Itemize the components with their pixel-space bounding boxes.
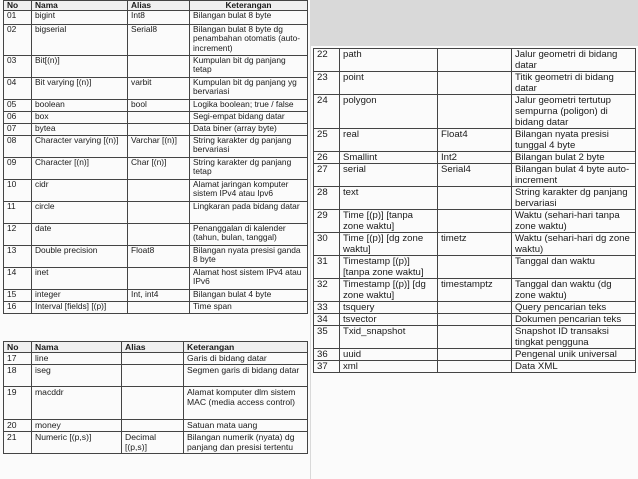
cell-no: 10	[4, 180, 32, 202]
table-row	[4, 202, 308, 224]
cell-no: 29	[314, 210, 340, 233]
header-nama: Nama	[32, 342, 122, 353]
table-row	[314, 187, 636, 210]
cell-nama: Timestamp [(p)] [tanpa zone waktu]	[340, 256, 438, 279]
header-no: No	[4, 342, 32, 353]
table-row	[314, 72, 636, 95]
cell-keterangan: Bilangan nyata presisi ganda 8 byte	[190, 246, 308, 268]
cell-no: 02	[4, 25, 32, 56]
cell-no: 28	[314, 187, 340, 210]
cell-alias: Varchar [(n)]	[128, 136, 190, 158]
table-row	[314, 95, 636, 129]
cell-alias	[128, 56, 190, 78]
cell-nama: Bit varying [(n)]	[32, 78, 128, 100]
cell-nama: Character varying [(n)]	[32, 136, 128, 158]
table-row	[314, 164, 636, 187]
cell-keterangan: Time span	[190, 302, 308, 314]
table-row	[4, 158, 308, 180]
cell-keterangan: Pengenal unik universal	[512, 349, 636, 361]
table-row	[4, 78, 308, 100]
cell-no: 20	[4, 420, 32, 432]
cell-no: 22	[314, 49, 340, 72]
cell-nama: real	[340, 129, 438, 152]
cell-keterangan: String karakter dg panjang bervariasi	[512, 187, 636, 210]
table-row	[4, 100, 308, 112]
cell-keterangan: Kumpulan bit dg panjang yg bervariasi	[190, 78, 308, 100]
cell-alias	[438, 72, 512, 95]
datatype-table-top	[3, 0, 308, 314]
cell-nama: circle	[32, 202, 128, 224]
cell-no: 24	[314, 95, 340, 129]
table-row	[4, 302, 308, 314]
table-row	[314, 326, 636, 349]
cell-keterangan: Alamat komputer dlm sistem MAC (media access control)	[184, 387, 308, 420]
cell-no: 07	[4, 124, 32, 136]
cell-nama: uuid	[340, 349, 438, 361]
cell-nama: integer	[32, 290, 128, 302]
cell-alias	[122, 420, 184, 432]
table-row	[4, 290, 308, 302]
cell-no: 35	[314, 326, 340, 349]
cell-alias: Float4	[438, 129, 512, 152]
table-row	[4, 387, 308, 420]
cell-nama: polygon	[340, 95, 438, 129]
cell-keterangan: Segmen garis di bidang datar	[184, 365, 308, 387]
cell-no: 37	[314, 361, 340, 373]
cell-keterangan: Alamat host sistem IPv4 atau IPv6	[190, 268, 308, 290]
cell-no: 06	[4, 112, 32, 124]
header-alias: Alias	[122, 342, 184, 353]
cell-keterangan: Data biner (array byte)	[190, 124, 308, 136]
cell-alias	[438, 361, 512, 373]
cell-nama: Time [(p)] [tanpa zone waktu]	[340, 210, 438, 233]
cell-no: 30	[314, 233, 340, 256]
cell-nama: bytea	[32, 124, 128, 136]
cell-alias	[438, 314, 512, 326]
cell-nama: money	[32, 420, 122, 432]
cell-alias	[128, 202, 190, 224]
cell-alias	[122, 387, 184, 420]
cell-alias	[128, 180, 190, 202]
table-row	[4, 268, 308, 290]
cell-no: 11	[4, 202, 32, 224]
cell-keterangan: Waktu (sehari-hari dg zone waktu)	[512, 233, 636, 256]
table-row	[314, 49, 636, 72]
cell-nama: serial	[340, 164, 438, 187]
table-row	[4, 56, 308, 78]
datatype-table-bottom	[3, 341, 308, 454]
cell-nama: Bit[(n)]	[32, 56, 128, 78]
cell-no: 08	[4, 136, 32, 158]
cell-keterangan: Garis di bidang datar	[184, 353, 308, 365]
table-row	[4, 11, 308, 25]
cell-no: 14	[4, 268, 32, 290]
cell-no: 25	[314, 129, 340, 152]
cell-alias	[122, 365, 184, 387]
cell-alias	[438, 95, 512, 129]
table-row	[4, 246, 308, 268]
table-row	[314, 361, 636, 373]
cell-alias	[438, 256, 512, 279]
table-header-row	[4, 342, 308, 353]
header-nama: Nama	[32, 1, 128, 11]
cell-alias	[438, 210, 512, 233]
cell-nama: Numeric [(p,s)]	[32, 432, 122, 454]
table-row	[314, 314, 636, 326]
cell-alias	[128, 268, 190, 290]
table-row	[4, 112, 308, 124]
cell-keterangan: Logika boolean; true / false	[190, 100, 308, 112]
cell-no: 12	[4, 224, 32, 246]
header-no: No	[4, 1, 32, 11]
cell-alias: Int8	[128, 11, 190, 25]
cell-nama: bigserial	[32, 25, 128, 56]
cell-no: 09	[4, 158, 32, 180]
table-row	[314, 279, 636, 302]
cell-alias: Decimal [(p,s)]	[122, 432, 184, 454]
cell-keterangan: Query pencarian teks	[512, 302, 636, 314]
cell-alias: timestamptz	[438, 279, 512, 302]
cell-keterangan: Bilangan numerik (nyata) dg panjang dan presisi tertentu	[184, 432, 308, 454]
cell-no: 13	[4, 246, 32, 268]
cell-no: 01	[4, 11, 32, 25]
table-row	[4, 432, 308, 454]
cell-keterangan: Data XML	[512, 361, 636, 373]
cell-nama: tsquery	[340, 302, 438, 314]
table-row	[314, 302, 636, 314]
table-row	[4, 136, 308, 158]
cell-nama: text	[340, 187, 438, 210]
cell-no: 27	[314, 164, 340, 187]
cell-nama: Time [(p)] [dg zone waktu]	[340, 233, 438, 256]
cell-keterangan: Lingkaran pada bidang datar	[190, 202, 308, 224]
cell-keterangan: Titik geometri di bidang datar	[512, 72, 636, 95]
cell-nama: path	[340, 49, 438, 72]
cell-alias	[128, 124, 190, 136]
cell-keterangan: Snapshot ID transaksi tingkat pengguna	[512, 326, 636, 349]
cell-alias: Serial8	[128, 25, 190, 56]
cell-nama: Txid_snapshot	[340, 326, 438, 349]
cell-nama: tsvector	[340, 314, 438, 326]
cell-keterangan: Bilangan bulat 8 byte dg penambahan otomatis (auto-increment)	[190, 25, 308, 56]
table-row	[314, 152, 636, 164]
cell-alias: timetz	[438, 233, 512, 256]
cell-no: 34	[314, 314, 340, 326]
cell-nama: Double precision	[32, 246, 128, 268]
cell-keterangan: String karakter dg panjang bervariasi	[190, 136, 308, 158]
cell-alias	[122, 353, 184, 365]
table-row	[314, 256, 636, 279]
cell-no: 32	[314, 279, 340, 302]
table-row	[4, 420, 308, 432]
cell-alias: Char [(n)]	[128, 158, 190, 180]
table-row	[314, 349, 636, 361]
cell-no: 05	[4, 100, 32, 112]
table-row	[4, 365, 308, 387]
table-row	[4, 25, 308, 56]
cell-nama: iseg	[32, 365, 122, 387]
cell-keterangan: String karakter dg panjang tetap	[190, 158, 308, 180]
cell-nama: Interval [fields] [(p)]	[32, 302, 128, 314]
cell-no: 26	[314, 152, 340, 164]
cell-nama: Timestamp [(p)] [dg zone waktu]	[340, 279, 438, 302]
cell-no: 16	[4, 302, 32, 314]
cell-keterangan: Jalur geometri di bidang datar	[512, 49, 636, 72]
cell-keterangan: Tanggal dan waktu	[512, 256, 636, 279]
cell-nama: inet	[32, 268, 128, 290]
cell-keterangan: Alamat jaringan komputer sistem IPv4 atau Ipv6	[190, 180, 308, 202]
cell-alias	[438, 49, 512, 72]
cell-alias	[438, 326, 512, 349]
table-row	[4, 124, 308, 136]
cell-alias: Float8	[128, 246, 190, 268]
cell-nama: line	[32, 353, 122, 365]
cell-alias	[128, 224, 190, 246]
cell-nama: Smallint	[340, 152, 438, 164]
cell-no: 04	[4, 78, 32, 100]
cell-keterangan: Jalur geometri tertutup sempurna (poligon) di bidang datar	[512, 95, 636, 129]
cell-no: 17	[4, 353, 32, 365]
table-row	[4, 353, 308, 365]
cell-nama: Character [(n)]	[32, 158, 128, 180]
table-row	[314, 210, 636, 233]
table-row	[4, 180, 308, 202]
cell-alias: bool	[128, 100, 190, 112]
cell-alias: Serial4	[438, 164, 512, 187]
cell-no: 03	[4, 56, 32, 78]
cell-alias	[438, 349, 512, 361]
cell-nama: box	[32, 112, 128, 124]
cell-no: 33	[314, 302, 340, 314]
cell-alias: Int2	[438, 152, 512, 164]
cell-no: 23	[314, 72, 340, 95]
cell-no: 21	[4, 432, 32, 454]
cell-no: 15	[4, 290, 32, 302]
cell-no: 18	[4, 365, 32, 387]
cell-alias: Int, int4	[128, 290, 190, 302]
table-row	[4, 224, 308, 246]
cell-no: 19	[4, 387, 32, 420]
cell-nama: xml	[340, 361, 438, 373]
cell-no: 36	[314, 349, 340, 361]
cell-alias: varbit	[128, 78, 190, 100]
table-header-row	[4, 1, 308, 11]
cell-nama: point	[340, 72, 438, 95]
header-keterangan: Keterangan	[190, 1, 308, 11]
cell-keterangan: Segi-empat bidang datar	[190, 112, 308, 124]
table-row	[314, 233, 636, 256]
cell-keterangan: Bilangan bulat 2 byte	[512, 152, 636, 164]
cell-keterangan: Bilangan nyata presisi tunggal 4 byte	[512, 129, 636, 152]
cell-keterangan: Dokumen pencarian teks	[512, 314, 636, 326]
cell-keterangan: Tanggal dan waktu (dg zone waktu)	[512, 279, 636, 302]
cell-keterangan: Bilangan bulat 4 byte auto-increment	[512, 164, 636, 187]
cell-nama: macddr	[32, 387, 122, 420]
table-row	[314, 129, 636, 152]
cell-alias	[438, 302, 512, 314]
cell-keterangan: Bilangan bulat 4 byte	[190, 290, 308, 302]
cell-alias	[128, 302, 190, 314]
datatype-table-right	[313, 48, 636, 373]
cell-nama: date	[32, 224, 128, 246]
cell-keterangan: Penanggalan di kalender (tahun, bulan, tanggal)	[190, 224, 308, 246]
cell-no: 31	[314, 256, 340, 279]
cell-nama: boolean	[32, 100, 128, 112]
header-alias: Alias	[128, 1, 190, 11]
cell-alias	[438, 187, 512, 210]
cell-keterangan: Waktu (sehari-hari tanpa zone waktu)	[512, 210, 636, 233]
cell-nama: cidr	[32, 180, 128, 202]
cell-keterangan: Kumpulan bit dg panjang tetap	[190, 56, 308, 78]
cell-nama: bigint	[32, 11, 128, 25]
cell-keterangan: Bilangan bulat 8 byte	[190, 11, 308, 25]
header-keterangan: Keterangan	[184, 342, 308, 353]
cell-alias	[128, 112, 190, 124]
cell-keterangan: Satuan mata uang	[184, 420, 308, 432]
